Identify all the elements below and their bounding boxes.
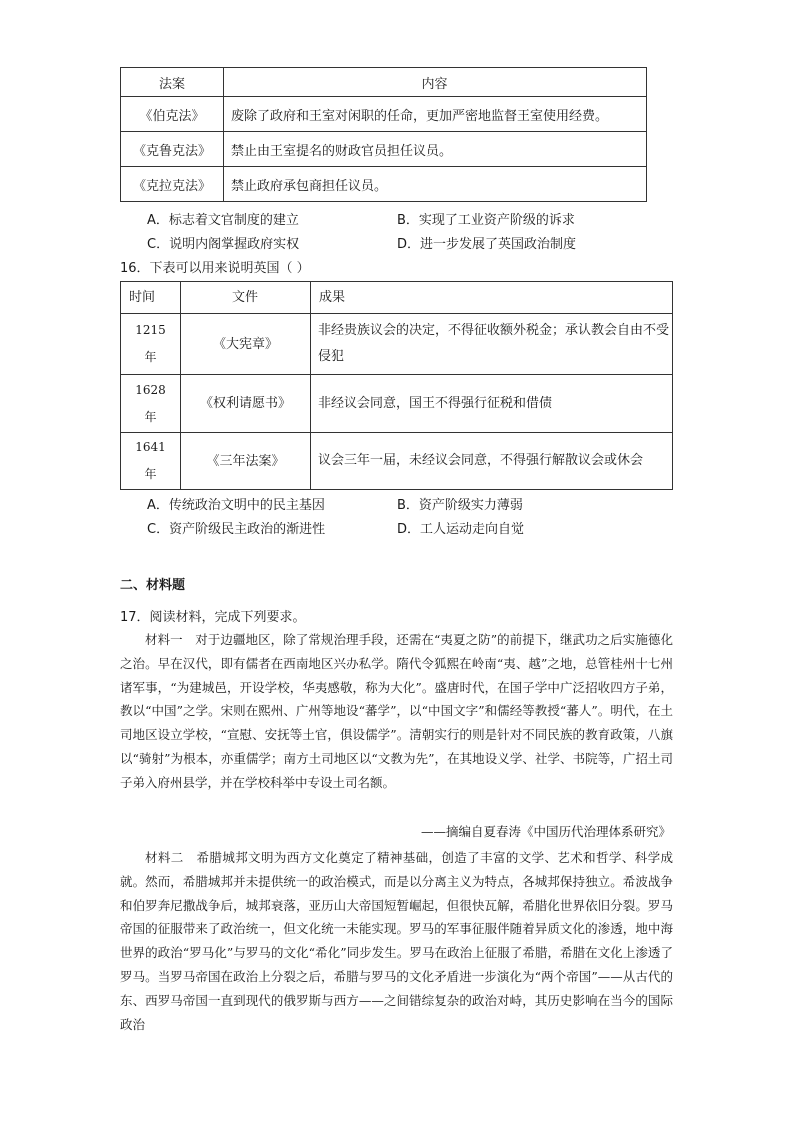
bill-name-cell: 《克鲁克法》 — [121, 132, 224, 167]
material-one-source: ——摘编自夏春涛《中国历代治理体系研究》 — [420, 824, 671, 839]
material-one: 材料一 对于边疆地区，除了常规治理手段，还需在“夷夏之防”的前提下，继武功之后实施德化之治。早在汉代，即有儒者在西南地区兴办私学。隋代令狐熙在岭南“夷、越”之地，总管桂州十七州诸军事，“为建城邑，开设学校，华夷感敬，称为大化”。盛唐时代，在国子学中广泛招收四方子弟，教以“中国”之学。宋则在熙州、广州等地设“蕃学”，以“中国文字”和儒经等教授“蕃人”。明代，在土司地区设立学校，“宣慰、安抚等土官，俱设儒学”。清朝实行的则是针对不同民族的教育政策，八旗以“骑射”为根本，亦重儒学；南方土司地区以“文教为先”，在其地设义学、社学、书院等，广招土司子弟入府州县学，并在学校科举中专设土司名额。 — [120, 632, 673, 790]
q16-stem: 16．下表可以用来说明英国（ ） — [120, 261, 310, 276]
year-number: 1628 — [135, 382, 166, 397]
bill-content-cell: 禁止政府承包商担任议员。 — [224, 167, 647, 202]
year-cell — [121, 314, 181, 375]
table-row — [121, 167, 647, 202]
table-row — [121, 375, 673, 433]
column-header: 成果 — [311, 282, 673, 314]
q16-option-c: C．资产阶级民主政治的渐进性 — [147, 522, 326, 537]
bill-content-cell: 禁止由王室提名的财政官员担任议员。 — [224, 132, 647, 167]
document-table — [120, 281, 673, 490]
column-header: 时间 — [121, 282, 181, 314]
year-unit: 年 — [144, 467, 157, 481]
year-cell — [121, 375, 181, 433]
bill-name-cell: 《克拉克法》 — [121, 167, 224, 202]
material-two: 材料二 希腊城邦文明为西方文化奠定了精神基础，创造了丰富的文学、艺术和哲学、科学成就。然而，希腊城邦并未提供统一的政治模式，而是以分离主义为特点，各城邦保持独立。希波战争和伯罗奔尼撒战争后，城邦衰落，亚历山大帝国短暂崛起，但很快瓦解，希腊化世界依旧分裂。罗马帝国的征服带来了政治统一，但文化统一未能实现。罗马的军事征服伴随着异质文化的渗透，地中海世界的政治“罗马化”与罗马的文化“希化”同步发生。罗马在政治上征服了希腊，希腊在文化上渗透了罗马。当罗马帝国在政治上分裂之后，希腊与罗马的文化矛盾进一步演化为“两个帝国”——从古代的东、西罗马帝国一直到现代的俄罗斯与西方——之间错综复杂的政治对峙，其历史影响在当今的国际政治 — [120, 850, 673, 1032]
document-name-cell: 《权利请愿书》 — [181, 375, 311, 433]
year-number: 1215 — [135, 323, 166, 337]
year-cell — [121, 433, 181, 490]
table-row — [121, 97, 647, 132]
result-cell: 非经贵族议会的决定，不得征收额外税金；承认教会自由不受侵犯 — [311, 314, 673, 375]
q15-option-b: B．实现了工业资产阶级的诉求 — [397, 213, 575, 228]
table-row — [121, 433, 673, 490]
table-row — [121, 314, 673, 375]
result-cell: 非经议会同意，国王不得强行征税和借债 — [311, 375, 673, 433]
q15-option-c: C．说明内阁掌握政府实权 — [147, 237, 300, 252]
document-name-cell: 《三年法案》 — [181, 433, 311, 490]
q16-option-d: D．工人运动走向自觉 — [397, 522, 525, 537]
q16-option-b: B．资产阶级实力薄弱 — [397, 498, 523, 513]
column-header: 法案 — [121, 68, 224, 97]
year-unit: 年 — [144, 409, 157, 424]
result-cell: 议会三年一届，未经议会同意，不得强行解散议会或休会 — [311, 433, 673, 490]
section-title: 二、材料题 — [120, 578, 186, 593]
q15-option-d: D．进一步发展了英国政治制度 — [397, 237, 577, 252]
bill-name-cell: 《伯克法》 — [121, 97, 224, 132]
q17-stem: 17．阅读材料，完成下列要求。 — [120, 610, 306, 625]
table-header-row — [121, 68, 647, 97]
column-header: 文件 — [181, 282, 311, 314]
year-number: 1641 — [135, 440, 166, 454]
q15-option-a: A．标志着文官制度的建立 — [147, 213, 299, 228]
q16-option-a: A．传统政治文明中的民主基因 — [147, 498, 325, 513]
bill-content-cell: 废除了政府和王室对闲职的任命，更加严密地监督王室使用经费。 — [224, 97, 647, 132]
year-unit: 年 — [144, 350, 157, 364]
table-row — [121, 132, 647, 167]
table-header-row — [121, 282, 673, 314]
bill-table — [120, 67, 647, 202]
column-header: 内容 — [224, 68, 647, 97]
document-name-cell: 《大宪章》 — [181, 314, 311, 375]
